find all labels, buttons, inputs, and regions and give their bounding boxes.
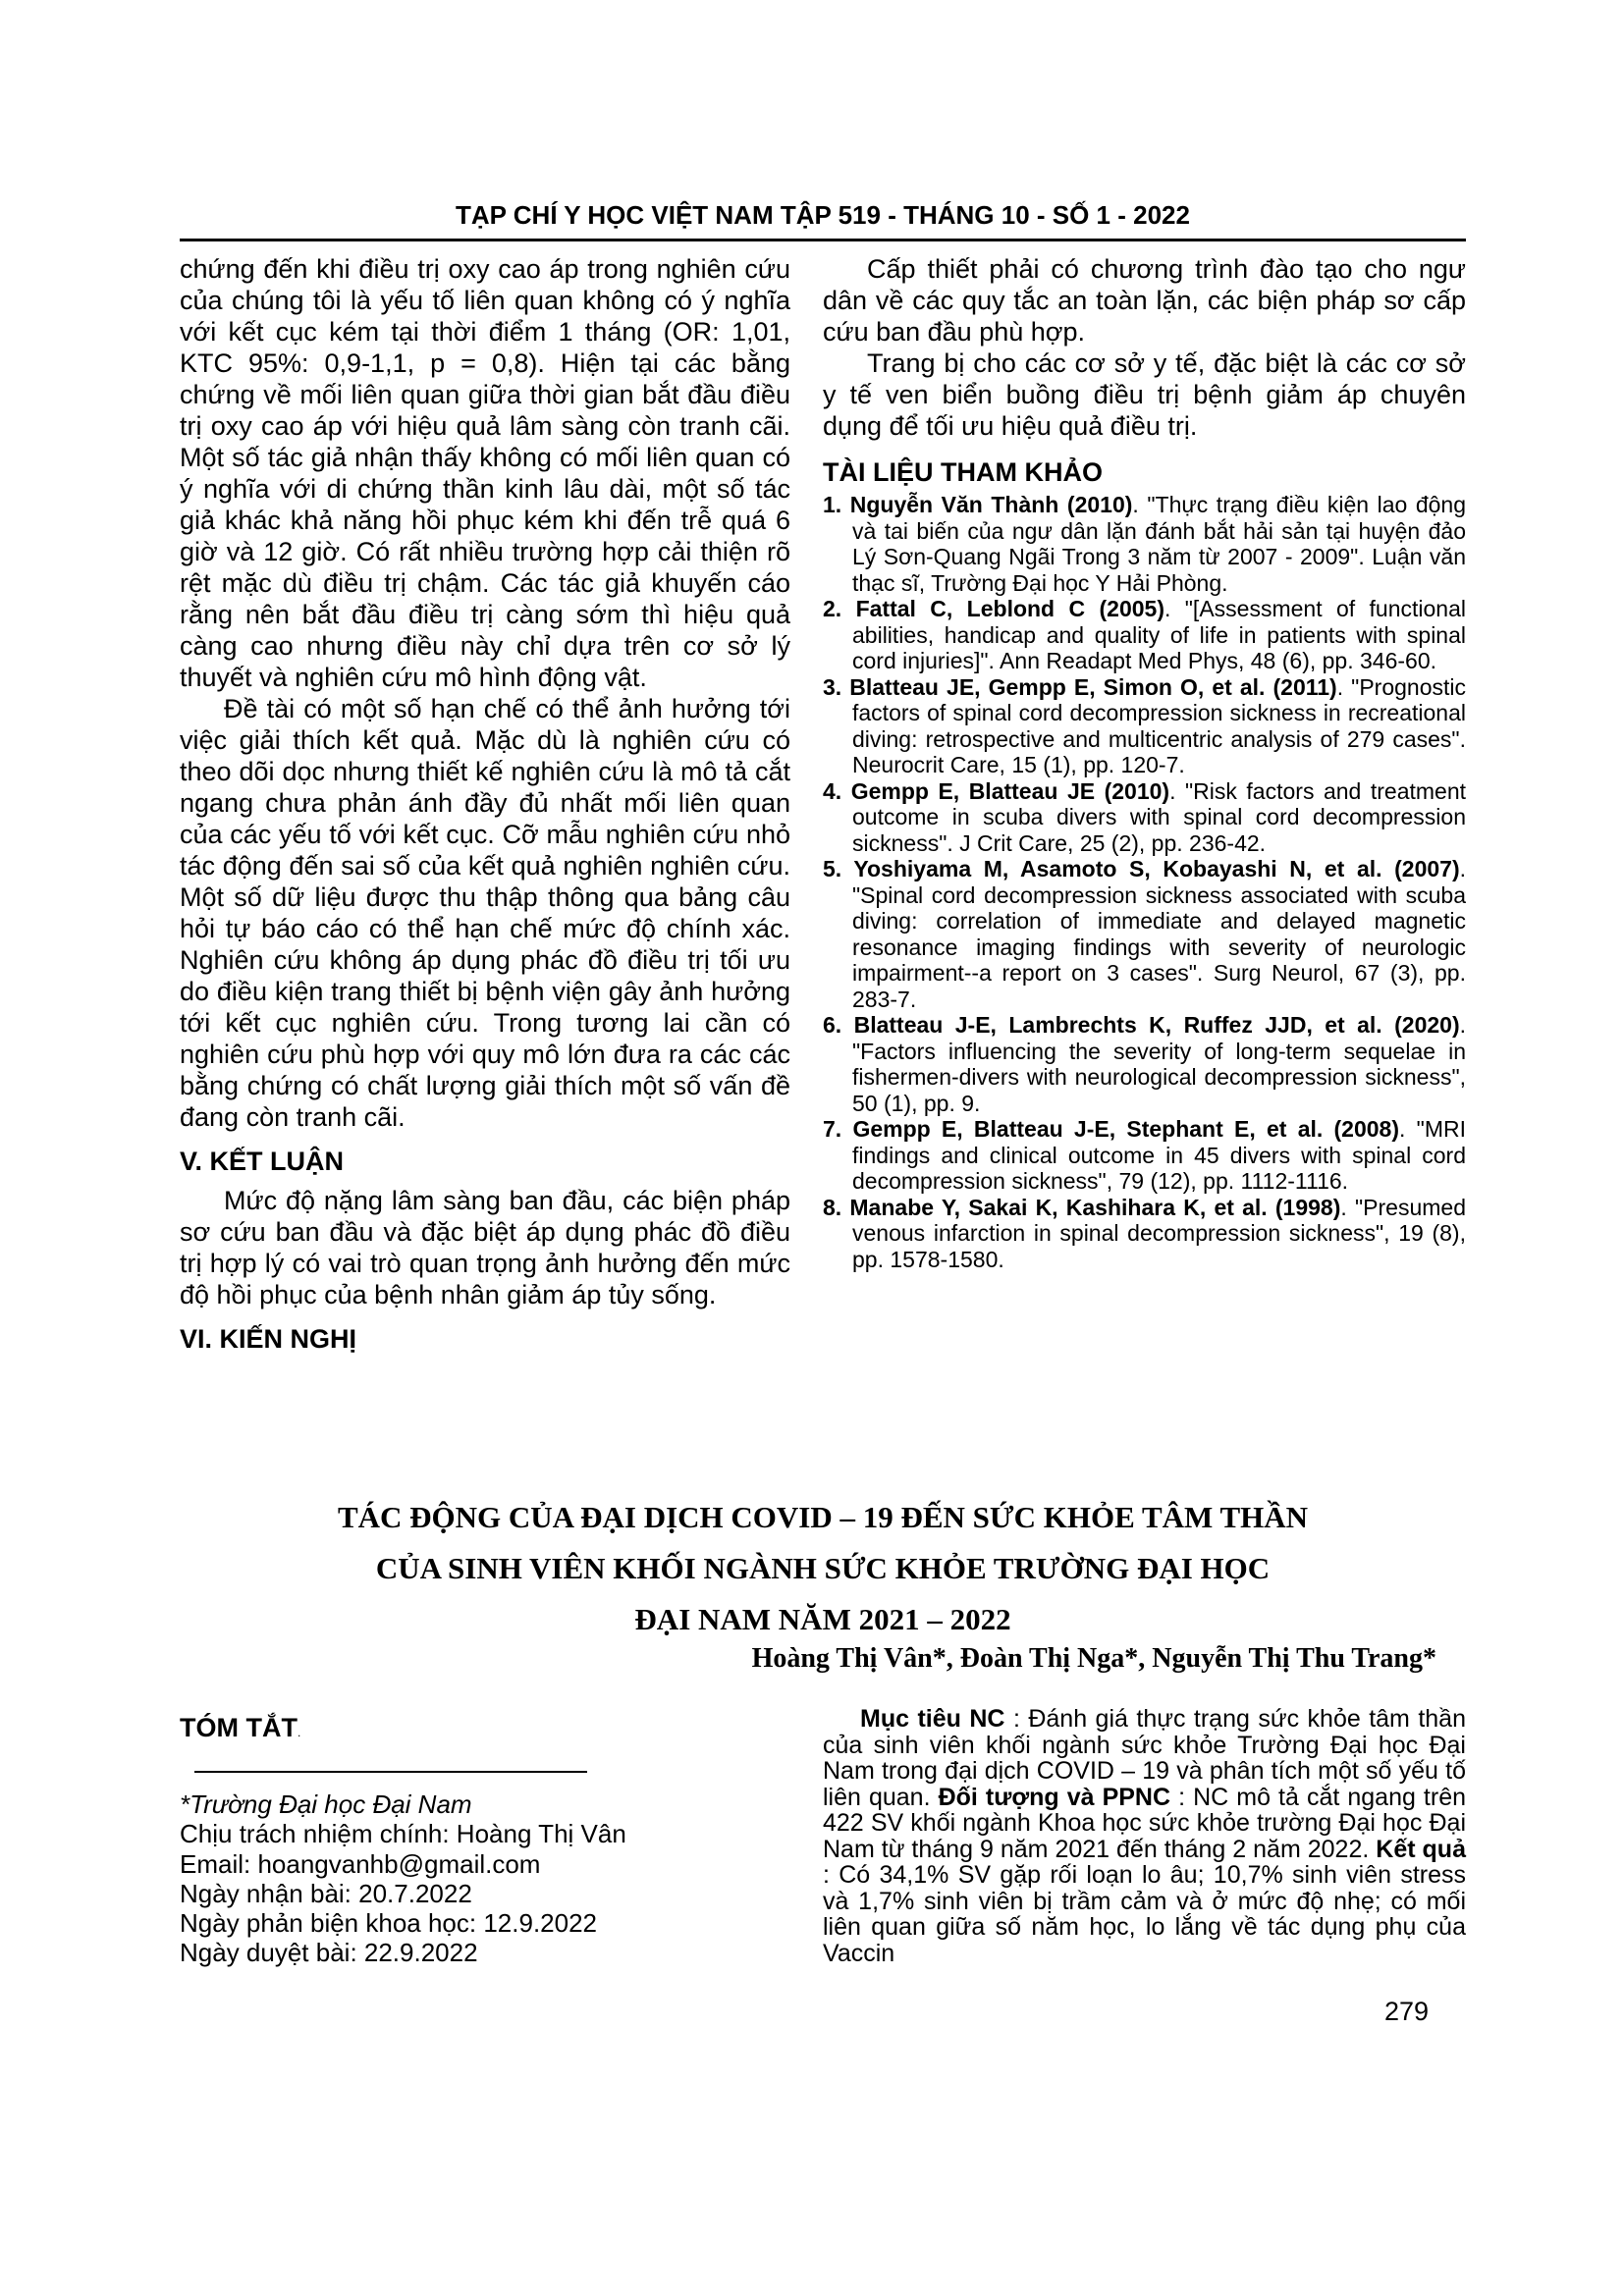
abstract-heading-dot: . — [297, 1726, 301, 1739]
reference-item — [823, 1012, 1466, 1116]
article1-body — [180, 253, 1466, 1362]
footnote-affiliation: *Trường Đại học Đại Nam — [180, 1789, 472, 1819]
reference-authors: 3. Blatteau JE, Gempp E, Simon O, et al. (2011) — [823, 673, 1337, 700]
reference-details: . "MRI findings and clinical outcome in 45 divers with spinal cord decompression sickness", 79 (12), pp. 1112-1116. — [852, 1116, 1466, 1194]
reference-details: . "Thực trạng điều kiện lao động và tai biến của ngư dân lặn đánh bắt hải sản tại huyện đảo Lý Sơn-Quang Ngãi Trong 3 năm từ 2007 - 2009". Luận văn thạc sĩ, Trường Đại học Y Hải Phòng. — [852, 492, 1466, 596]
footnote-line: Ngày nhận bài: 20.7.2022 — [180, 1878, 472, 1908]
reference-authors: 5. Yoshiyama M, Asamoto S, Kobayashi N, et al. (2007) — [823, 856, 1460, 881]
header-rule — [180, 239, 1466, 241]
reference-authors: 7. Gempp E, Blatteau J-E, Stephant E, et al. (2008) — [823, 1116, 1400, 1142]
reference-item — [823, 856, 1466, 1012]
reference-authors: 2. Fattal C, Leblond C (2005) — [823, 596, 1164, 621]
page-number: 279 — [1383, 1997, 1429, 2026]
reference-details: . "Presumed venous infarction in spinal decompression sickness", 19 (8), pp. 1578-1580. — [852, 1194, 1466, 1272]
footnote-block — [180, 1789, 790, 1968]
references-list — [823, 492, 1466, 1272]
reference-authors: 4. Gempp E, Blatteau JE (2010) — [823, 777, 1170, 804]
article1-left-column — [180, 253, 790, 1362]
reference-item — [823, 1195, 1466, 1273]
journal-header: TẠP CHÍ Y HỌC VIỆT NAM TẬP 519 - THÁNG 10 - SỐ 1 - 2022 — [456, 200, 1190, 230]
conclusion-paragraph: Mức độ nặng lâm sàng ban đầu, các biện pháp sơ cứu ban đầu và đặc biệt áp dụng phác đồ điều trị hợp lý có vai trò quan trọng ảnh hưởng đến mức độ hồi phục của bệnh nhân giảm áp tủy sống. — [180, 1186, 790, 1309]
reference-details: . "Risk factors and treatment outcome in scuba divers with spinal cord decompression sickness". J Crit Care, 25 (2), pp. 236-42. — [852, 777, 1467, 856]
article2-title — [180, 1492, 1466, 1645]
reference-authors: 8. Manabe Y, Sakai K, Kashihara K, et al. (1998) — [823, 1194, 1341, 1220]
reference-item — [823, 492, 1466, 596]
reference-authors: 6. Blatteau J-E, Lambrechts K, Ruffez JJD, et al. (2020) — [823, 1012, 1460, 1038]
abstract-paragraph — [823, 1706, 1466, 1966]
article-title-line: ĐẠI NAM NĂM 2021 – 2022 — [634, 1602, 1011, 1636]
article-title-line: CỦA SINH VIÊN KHỐI NGÀNH SỨC KHỎE TRƯỜNG ĐẠI HỌC — [375, 1551, 1271, 1585]
reference-item — [823, 596, 1466, 674]
article2-body — [180, 1706, 1466, 1968]
body-paragraph: Cấp thiết phải có chương trình đào tạo cho ngư dân về các quy tắc an toàn lặn, các biện pháp sơ cấp cứu ban đầu phù hợp. — [823, 254, 1466, 347]
reference-details: . "Prognostic factors of spinal cord decompression sickness in recreational diving: retrospective and multicentric analysis of 279 cases". Neurocrit Care, 15 (1), pp. 120-7. — [852, 673, 1466, 777]
body-paragraph: Đề tài có một số hạn chế có thể ảnh hưởng tới việc giải thích kết quả. Mặc dù là nghiên cứu có theo dõi dọc nhưng thiết kế nghiên cứu là mô tả cắt ngang chưa phản ánh đầy đủ nhất mối liên quan của các yếu tố với kết cục. Cỡ mẫu nghiên cứu nhỏ tác động đến sai số của kết quả nghiên nghiên cứu. Một số dữ liệu được thu thập thông qua bảng câu hỏi tự báo cáo có thể hạn chế mức độ chính xác. Nghiên cứu không áp dụng phác đồ điều trị tối ưu do điều kiện trang thiết bị bệnh viện gây ảnh hưởng tới kết cục nghiên cứu. Trong tương lai cần có nghiên cứu phù hợp với quy mô lớn đưa ra các các bằng chứng có chất lượng giải thích một số vấn đề đang còn tranh cãi. — [180, 694, 790, 1132]
abstract-segment: : Đánh giá thực trạng sức khỏe tâm thần của sinh viên khối ngành sức khỏe Trường Đại học Đại Nam trong đại dịch COVID – 19 và phân tích một số yếu tố liên quan. — [823, 1705, 1466, 1811]
footnote-line: Email: hoangvanhb@gmail.com — [180, 1848, 541, 1879]
article2-right-column — [823, 1706, 1466, 1968]
footnote-lines — [180, 1819, 790, 1967]
abstract-segment: Mục tiêu NC — [860, 1705, 1005, 1733]
recommendation-heading: VI. KIẾN NGHỊ — [180, 1324, 357, 1354]
footnote-line: Chịu trách nhiệm chính: Hoàng Thị Vân — [180, 1819, 626, 1849]
abstract-segment: Đối tượng và PPNC — [938, 1783, 1171, 1811]
footnote-line: Ngày duyệt bài: 22.9.2022 — [180, 1938, 478, 1968]
article1-right-column — [823, 253, 1466, 1362]
reference-item — [823, 1116, 1466, 1195]
abstract-segment: Kết quả — [1376, 1835, 1466, 1863]
footnote-line: Ngày phản biện khoa học: 12.9.2022 — [180, 1908, 598, 1939]
reference-authors: 1. Nguyễn Văn Thành (2010) — [823, 492, 1133, 517]
reference-details: . "Spinal cord decompression sickness associated with scuba diving: correlation of immediate and delayed magnetic resonance imaging findings with severity of neurologic impairment--a report on 3 cases". Surg Neurol, 67 (3), pp. 283-7. — [852, 856, 1466, 1012]
article1-left-paragraphs — [180, 253, 790, 1133]
reference-item — [823, 778, 1466, 857]
footnote-rule — [194, 1771, 587, 1773]
article1-right-paragraphs — [823, 253, 1466, 442]
reference-details: . "[Assessment of functional abilities, handicap and quality of life in patients with spinal cord injuries]". Ann Readapt Med Phys, 48 (6), pp. 346-60. — [852, 596, 1466, 673]
article2-left-column — [180, 1706, 790, 1968]
abstract-heading — [180, 1713, 790, 1743]
abstract-segment: : NC mô tả cắt ngang trên 422 SV khối ngành Khoa học sức khỏe trường Đại học Đại Nam từ tháng 9 năm 2021 đến tháng 2 năm 2022. — [823, 1783, 1467, 1863]
body-paragraph: chứng đến khi điều trị oxy cao áp trong nghiên cứu của chúng tôi là yếu tố liên quan không có ý nghĩa với kết cục kém tại thời điểm 1 tháng (OR: 1,01, KTC 95%: 0,9-1,1, p = 0,8). Hiện tại các bằng chứng về mối liên quan giữa thời gian bắt đầu điều trị oxy cao áp với hiệu quả lâm sàng còn tranh cãi. Một số tác giả nhận thấy không có mối liên quan có ý nghĩa với di chứng thần kinh lâu dài, một số tác giả khác khả năng hồi phục kém khi đến trễ quá 6 giờ và 12 giờ. Có rất nhiều trường hợp cải thiện rõ rệt mặc dù điều trị chậm. Các tác giả khuyến cáo rằng nên bắt đầu điều trị càng sớm thì hiệu quả càng cao nhưng điều này chỉ dựa trên cơ sở lý thuyết và nghiên cứu mô hình động vật. — [180, 254, 790, 692]
body-paragraph: Trang bị cho các cơ sở y tế, đặc biệt là các cơ sở y tế ven biển buồng điều trị bệnh giảm áp chuyên dụng để tối ưu hiệu quả điều trị. — [823, 348, 1466, 441]
abstract-heading-text: TÓM TẮT — [180, 1713, 298, 1742]
reference-details: . "Factors influencing the severity of long-term sequelae in fishermen-divers with neurological decompression sickness", 50 (1), pp. 9. — [852, 1012, 1466, 1116]
conclusion-heading: V. KẾT LUẬN — [180, 1147, 345, 1176]
references-heading: TÀI LIỆU THAM KHẢO — [823, 457, 1103, 487]
article-title-line: TÁC ĐỘNG CỦA ĐẠI DỊCH COVID – 19 ĐẾN SỨC KHỎE TÂM THẦN — [337, 1500, 1309, 1534]
reference-item — [823, 674, 1466, 778]
article2-authors: Hoàng Thị Vân*, Đoàn Thị Nga*, Nguyễn Thị Thu Trang* — [751, 1643, 1436, 1674]
abstract-segment: : Có 34,1% SV gặp rối loạn lo âu; 10,7% sinh viên stress và 1,7% sinh viên bị trầm cảm và ở mức độ nhẹ; có mối liên quan giữa số năm học, lo lắng về tác dụng phụ của Vaccin — [823, 1861, 1466, 1967]
